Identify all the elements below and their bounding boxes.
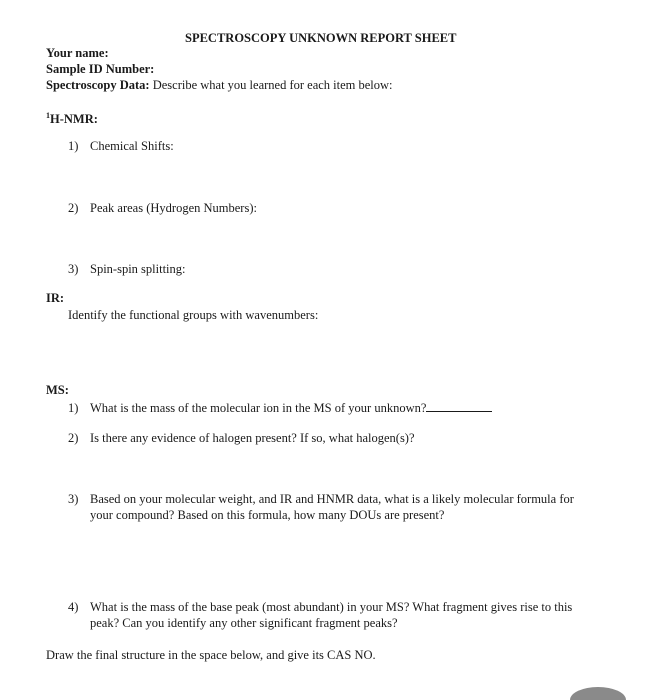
item-number: 1) <box>68 139 79 153</box>
ms-item-continuation: peak? Can you identify any other significant fragment peaks? <box>90 616 398 630</box>
ir-heading: IR: <box>46 291 65 305</box>
sample-id-label: Sample ID Number: <box>46 62 155 76</box>
ir-instruction: Identify the functional groups with wavenumbers: <box>68 308 319 322</box>
ms-item <box>68 492 574 507</box>
ms-item-continuation: your compound? Based on this formula, how many DOUs are present? <box>90 508 445 522</box>
item-text: Is there any evidence of halogen present? If so, what halogen(s)? <box>90 431 415 445</box>
hnmr-item <box>68 139 174 154</box>
answer-blank <box>426 400 492 412</box>
hnmr-heading-text: H-NMR: <box>50 112 98 127</box>
hnmr-superscript: 1 <box>46 111 50 120</box>
item-number: 2) <box>68 431 79 445</box>
hnmr-item <box>68 201 257 216</box>
item-number: 3) <box>68 492 79 506</box>
final-instruction: Draw the final structure in the space below, and give its CAS NO. <box>46 648 376 662</box>
hnmr-item <box>68 262 186 277</box>
item-text: Peak areas (Hydrogen Numbers): <box>90 201 257 215</box>
name-label: Your name: <box>46 46 109 60</box>
item-number: 4) <box>68 600 79 614</box>
ms-item <box>68 400 492 416</box>
floating-action-button[interactable] <box>570 687 626 700</box>
item-text: Based on your molecular weight, and IR and HNMR data, what is a likely molecular formula for <box>90 492 574 506</box>
item-number: 1) <box>68 401 79 415</box>
ms-heading: MS: <box>46 383 69 397</box>
item-text: Spin-spin splitting: <box>90 262 186 276</box>
item-text: Chemical Shifts: <box>90 139 174 153</box>
ms-item <box>68 431 415 446</box>
spectroscopy-data-label: Spectroscopy Data: <box>46 78 150 92</box>
item-number: 3) <box>68 262 79 276</box>
spectroscopy-data-line <box>46 78 393 93</box>
item-text: What is the mass of the molecular ion in the MS of your unknown? <box>90 401 427 415</box>
spectroscopy-data-instruction: Describe what you learned for each item below: <box>149 78 393 92</box>
hnmr-heading <box>46 108 98 127</box>
page-title: SPECTROSCOPY UNKNOWN REPORT SHEET <box>185 31 457 45</box>
item-number: 2) <box>68 201 79 215</box>
item-text: What is the mass of the base peak (most abundant) in your MS? What fragment gives rise to this <box>90 600 573 614</box>
ms-item <box>68 600 572 615</box>
